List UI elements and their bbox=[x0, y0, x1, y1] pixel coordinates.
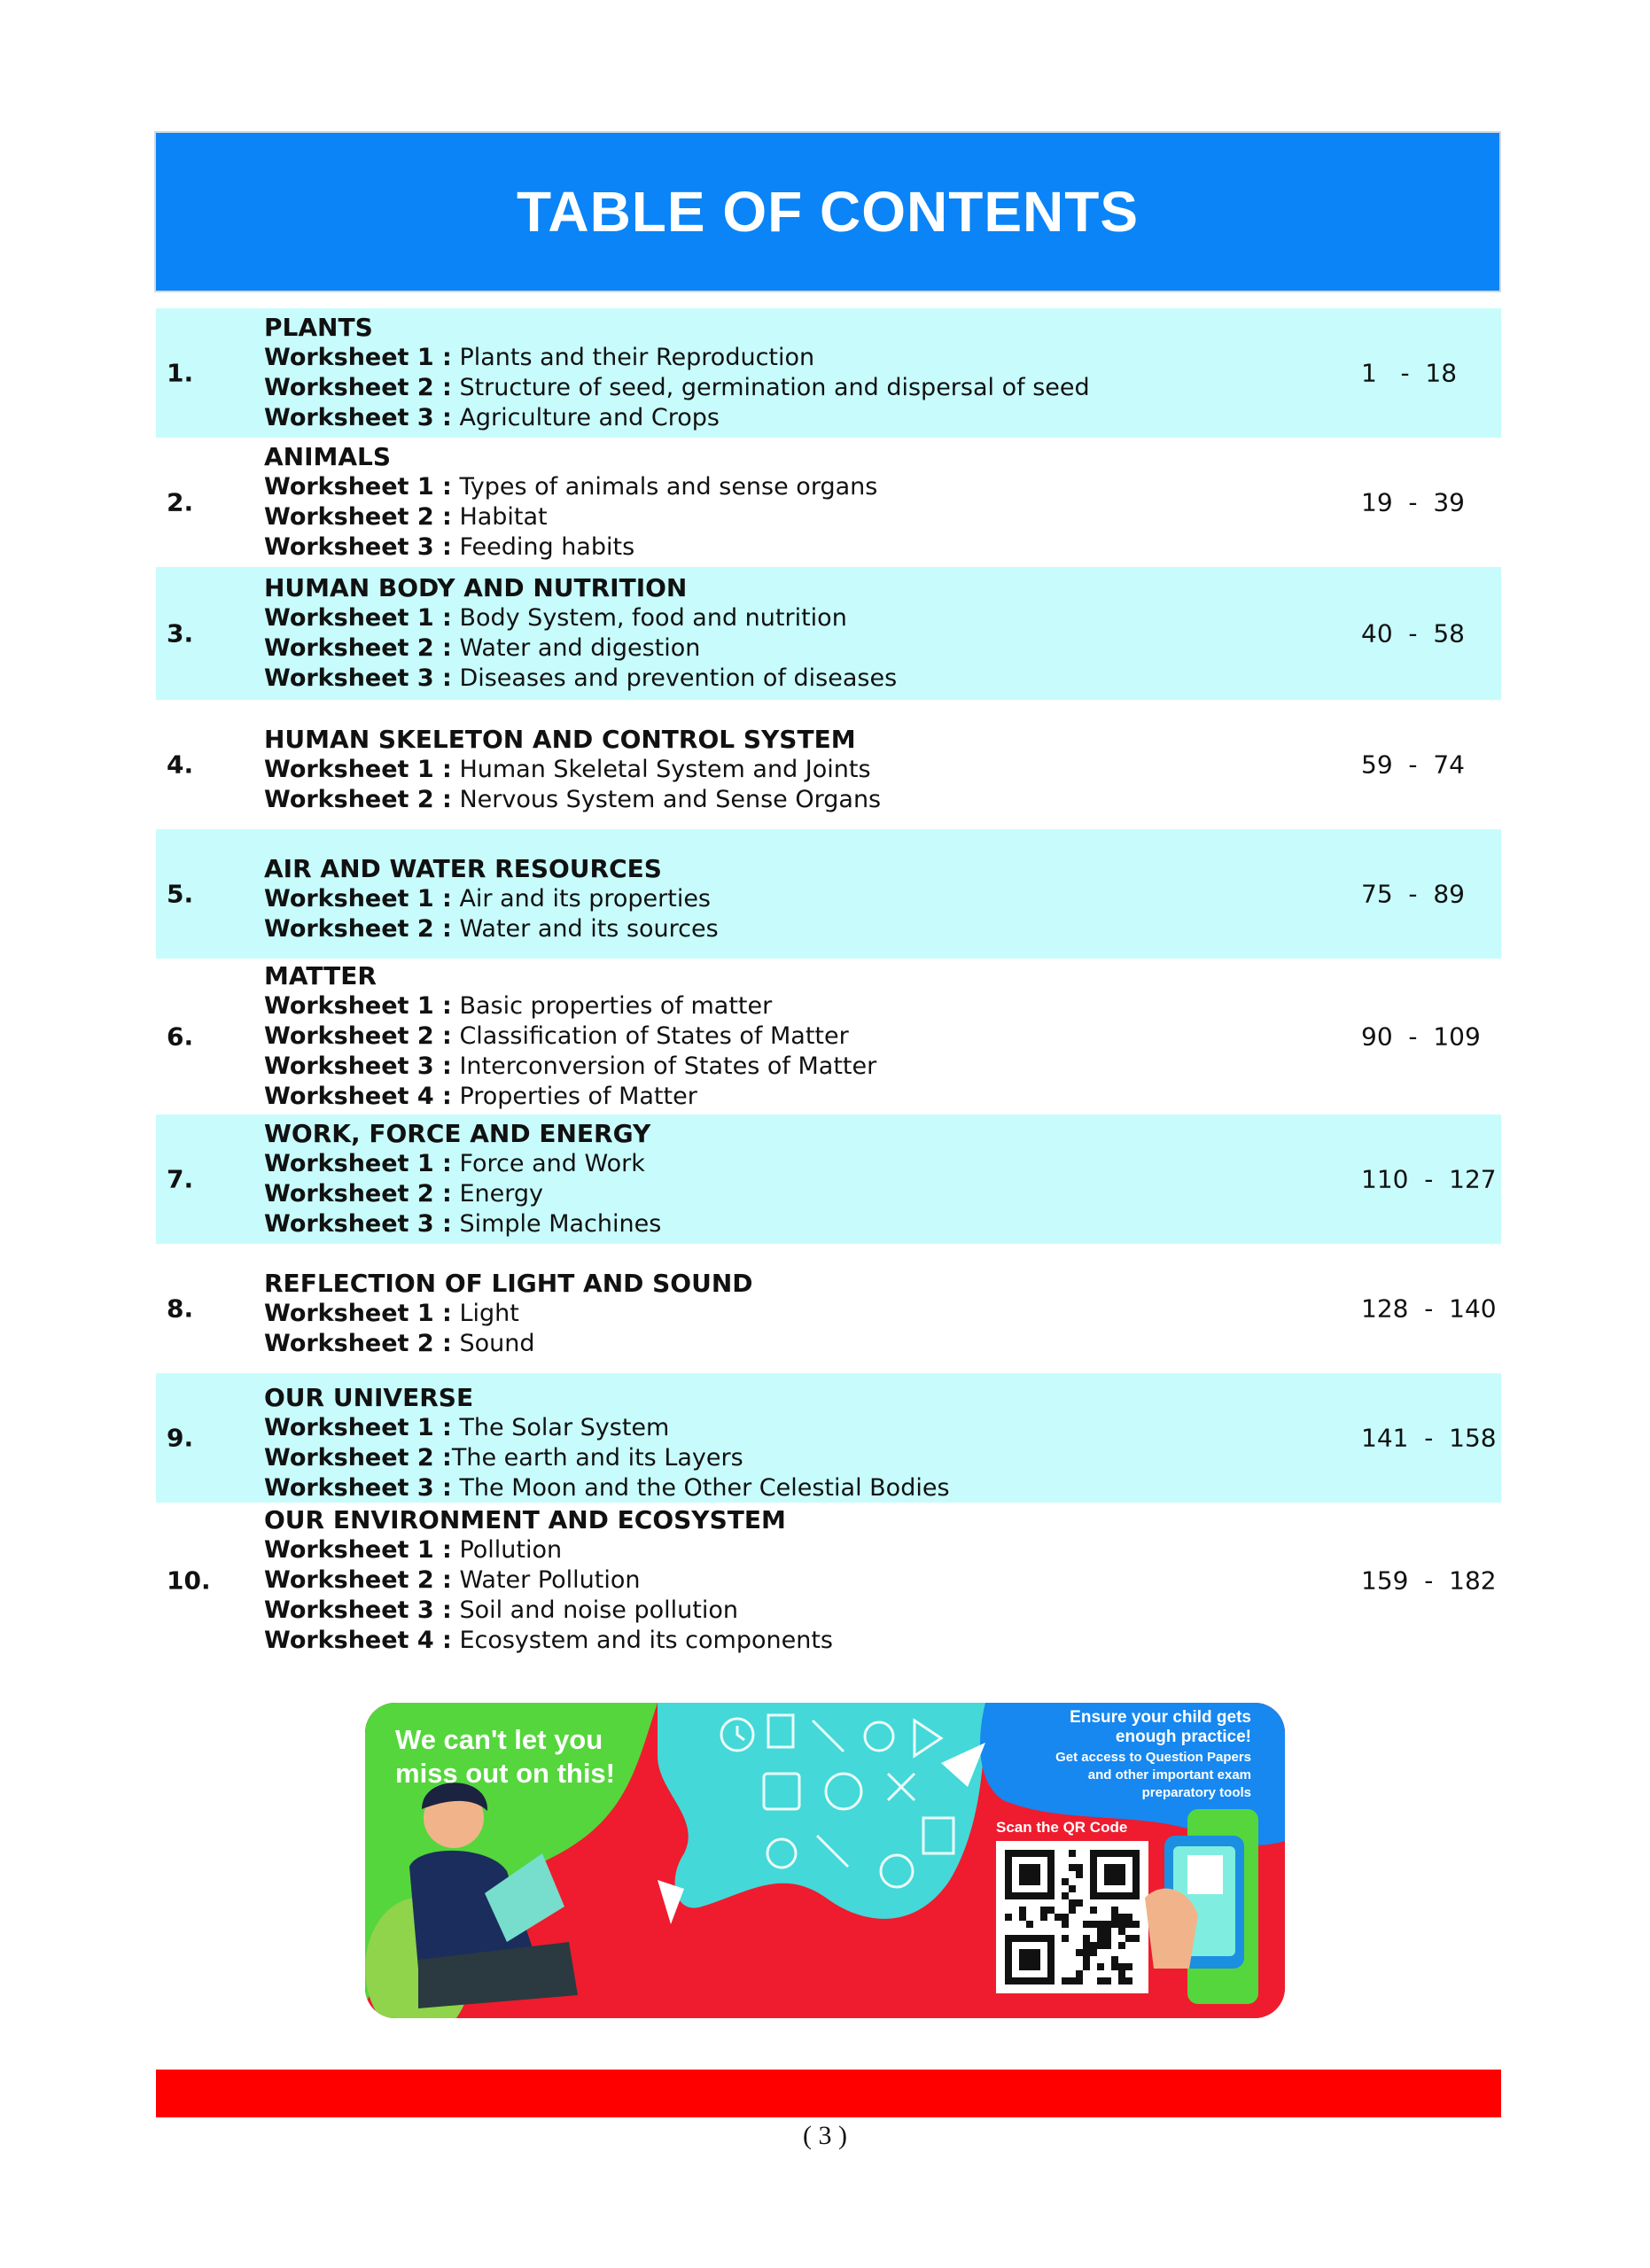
worksheet-item[interactable] bbox=[264, 884, 719, 914]
worksheet-item[interactable] bbox=[264, 755, 881, 785]
worksheet-title: Force and Work bbox=[451, 1150, 645, 1177]
worksheet-item[interactable] bbox=[264, 373, 1090, 403]
worksheet-title: Feeding habits bbox=[451, 533, 635, 561]
worksheet-item[interactable] bbox=[264, 403, 1090, 433]
page-range: 159 - 182 bbox=[1361, 1565, 1497, 1596]
worksheet-item[interactable] bbox=[264, 1596, 833, 1626]
worksheet-item[interactable] bbox=[264, 532, 877, 563]
worksheet-label: Worksheet 2 : bbox=[264, 1180, 452, 1208]
worksheet-title: Air and its properties bbox=[451, 885, 711, 913]
worksheet-label: Worksheet 1 : bbox=[264, 885, 452, 913]
worksheet-label: Worksheet 2 : bbox=[264, 1566, 452, 1594]
worksheet-title: Water Pollution bbox=[451, 1566, 641, 1594]
toc-row[interactable] bbox=[156, 1503, 1501, 1658]
chapter-number: 10. bbox=[167, 1565, 211, 1596]
banner-headline-2: miss out on this! bbox=[395, 1758, 615, 1789]
worksheet-label: Worksheet 2 : bbox=[264, 915, 452, 943]
worksheet-label: Worksheet 3 : bbox=[264, 1210, 452, 1238]
worksheet-label: Worksheet 1 : bbox=[264, 473, 452, 501]
worksheet-item[interactable] bbox=[264, 502, 877, 532]
worksheet-title: Nervous System and Sense Organs bbox=[451, 786, 882, 813]
toc-row[interactable] bbox=[156, 829, 1501, 959]
chapter-content bbox=[264, 313, 1090, 433]
worksheet-item[interactable] bbox=[264, 1209, 661, 1239]
worksheet-item[interactable] bbox=[264, 633, 897, 664]
worksheet-title: Human Skeletal System and Joints bbox=[451, 756, 871, 783]
worksheet-item[interactable] bbox=[264, 1565, 833, 1596]
worksheet-title: Water and digestion bbox=[451, 634, 701, 662]
banner-promo-5: preparatory tools bbox=[1141, 1785, 1251, 1800]
worksheet-item[interactable] bbox=[264, 1626, 833, 1656]
chapter-content bbox=[264, 573, 897, 694]
chapter-number: 6. bbox=[167, 1021, 194, 1052]
banner-scan-text: Scan the QR Code bbox=[996, 1819, 1128, 1836]
banner-promo-4: and other important exam bbox=[1087, 1767, 1251, 1783]
toc-row[interactable] bbox=[156, 959, 1501, 1115]
worksheet-label: Worksheet 3 : bbox=[264, 1596, 452, 1624]
worksheet-label: Worksheet 1 : bbox=[264, 1150, 452, 1177]
chapter-content bbox=[264, 1505, 833, 1656]
chapter-number: 1. bbox=[167, 358, 194, 388]
chapter-number: 4. bbox=[167, 750, 194, 780]
chapter-number: 9. bbox=[167, 1423, 194, 1453]
worksheet-label: Worksheet 3 : bbox=[264, 664, 452, 692]
worksheet-item[interactable] bbox=[264, 664, 897, 694]
chapter-title: ANIMALS bbox=[264, 442, 392, 471]
chapter-number: 5. bbox=[167, 879, 194, 909]
worksheet-label: Worksheet 1 : bbox=[264, 344, 452, 371]
worksheet-label: Worksheet 2 : bbox=[264, 1022, 452, 1050]
chapter-title: MATTER bbox=[264, 961, 377, 990]
worksheet-label: Worksheet 2 : bbox=[264, 503, 452, 531]
chapter-content bbox=[264, 442, 877, 563]
worksheet-item[interactable] bbox=[264, 1299, 753, 1329]
chapter-title: WORK, FORCE AND ENERGY bbox=[264, 1119, 651, 1148]
worksheet-title: Water and its sources bbox=[451, 915, 719, 943]
chapter-title: AIR AND WATER RESOURCES bbox=[264, 854, 662, 883]
worksheet-label: Worksheet 1 : bbox=[264, 1414, 452, 1441]
worksheet-title: Basic properties of matter bbox=[451, 992, 773, 1020]
toc-row[interactable] bbox=[156, 567, 1501, 700]
chapter-title: HUMAN SKELETON AND CONTROL SYSTEM bbox=[264, 725, 856, 754]
worksheet-title: Agriculture and Crops bbox=[451, 404, 720, 431]
worksheet-label: Worksheet 1 : bbox=[264, 992, 452, 1020]
worksheet-item[interactable] bbox=[264, 1535, 833, 1565]
worksheet-label: Worksheet 1 : bbox=[264, 604, 452, 632]
worksheet-label: Worksheet 3 : bbox=[264, 404, 452, 431]
worksheet-item[interactable] bbox=[264, 1413, 950, 1443]
worksheet-label: Worksheet 1 : bbox=[264, 1536, 452, 1564]
worksheet-title: Light bbox=[451, 1300, 519, 1327]
qr-code-icon[interactable] bbox=[996, 1841, 1148, 1993]
worksheet-title: Structure of seed, germination and dispersal of seed bbox=[451, 374, 1090, 401]
chapter-number: 8. bbox=[167, 1293, 194, 1324]
worksheet-item[interactable] bbox=[264, 1473, 950, 1503]
worksheet-label: Worksheet 3 : bbox=[264, 1052, 452, 1080]
page-range: 59 - 74 bbox=[1361, 750, 1465, 780]
page-range: 90 - 109 bbox=[1361, 1021, 1481, 1052]
chapter-content bbox=[264, 725, 881, 815]
worksheet-label: Worksheet 2 : bbox=[264, 786, 452, 813]
worksheet-item[interactable] bbox=[264, 1021, 876, 1052]
toc-row[interactable] bbox=[156, 1373, 1501, 1503]
page-number: ( 3 ) bbox=[803, 2121, 847, 2150]
banner-artwork bbox=[365, 1703, 1285, 2018]
chapter-content bbox=[264, 961, 876, 1112]
worksheet-label: Worksheet 4 : bbox=[264, 1083, 452, 1110]
worksheet-label: Worksheet 1 : bbox=[264, 1300, 452, 1327]
toc-header bbox=[154, 131, 1501, 292]
page-range: 128 - 140 bbox=[1361, 1293, 1497, 1324]
chapter-number: 2. bbox=[167, 487, 194, 517]
worksheet-title: The Moon and the Other Celestial Bodies bbox=[451, 1474, 950, 1502]
chapter-title: REFLECTION OF LIGHT AND SOUND bbox=[264, 1269, 753, 1298]
worksheet-title: Habitat bbox=[451, 503, 548, 531]
worksheet-label: Worksheet 2 : bbox=[264, 1444, 452, 1472]
worksheet-item[interactable] bbox=[264, 991, 876, 1021]
worksheet-title: Classification of States of Matter bbox=[451, 1022, 849, 1050]
worksheet-item[interactable] bbox=[264, 472, 877, 502]
page-range: 40 - 58 bbox=[1361, 618, 1465, 649]
worksheet-title: Pollution bbox=[451, 1536, 563, 1564]
chapter-content bbox=[264, 1383, 950, 1503]
worksheet-label: Worksheet 2 : bbox=[264, 374, 452, 401]
worksheet-title: Soil and noise pollution bbox=[451, 1596, 738, 1624]
worksheet-item[interactable] bbox=[264, 1179, 661, 1209]
banner-promo-1: Ensure your child gets bbox=[1070, 1708, 1251, 1727]
page-range: 141 - 158 bbox=[1361, 1423, 1497, 1453]
worksheet-title: Properties of Matter bbox=[451, 1083, 697, 1110]
worksheet-title: Interconversion of States of Matter bbox=[451, 1052, 877, 1080]
worksheet-label: Worksheet 4 : bbox=[264, 1627, 452, 1654]
banner-promo-2: enough practice! bbox=[1115, 1728, 1251, 1746]
chapter-content bbox=[264, 854, 719, 944]
worksheet-item[interactable] bbox=[264, 343, 1090, 373]
worksheet-label: Worksheet 2 : bbox=[264, 634, 452, 662]
banner-headline-1: We can't let you bbox=[395, 1724, 603, 1755]
worksheet-title: Types of animals and sense organs bbox=[451, 473, 878, 501]
page-range: 1 - 18 bbox=[1361, 358, 1458, 388]
worksheet-item[interactable] bbox=[264, 603, 897, 633]
worksheet-title: Diseases and prevention of diseases bbox=[451, 664, 898, 692]
chapter-content bbox=[264, 1119, 661, 1239]
worksheet-item[interactable] bbox=[264, 1149, 661, 1179]
worksheet-title: Simple Machines bbox=[451, 1210, 662, 1238]
worksheet-label: Worksheet 3 : bbox=[264, 533, 452, 561]
page-title: TABLE OF CONTENTS bbox=[517, 180, 1139, 244]
worksheet-title: Plants and their Reproduction bbox=[451, 344, 815, 371]
chapter-number: 7. bbox=[167, 1164, 194, 1194]
promo-banner[interactable] bbox=[365, 1703, 1285, 2018]
worksheet-title: The Solar System bbox=[451, 1414, 670, 1441]
worksheet-item[interactable] bbox=[264, 1329, 753, 1359]
page-range: 75 - 89 bbox=[1361, 879, 1465, 909]
chapter-content bbox=[264, 1269, 753, 1359]
page-range: 110 - 127 bbox=[1361, 1164, 1497, 1194]
footer-red-bar bbox=[156, 2070, 1501, 2117]
worksheet-title: Sound bbox=[451, 1330, 535, 1357]
worksheet-title: Ecosystem and its components bbox=[451, 1627, 833, 1654]
worksheet-item[interactable] bbox=[264, 1082, 876, 1112]
banner-promo-3: Get access to Question Papers bbox=[1055, 1750, 1251, 1765]
toc-row[interactable] bbox=[156, 438, 1501, 567]
worksheet-item[interactable] bbox=[264, 914, 719, 944]
worksheet-label: Worksheet 3 : bbox=[264, 1474, 452, 1502]
worksheet-title: Body System, food and nutrition bbox=[451, 604, 847, 632]
worksheet-item[interactable] bbox=[264, 1443, 950, 1473]
worksheet-item[interactable] bbox=[264, 1052, 876, 1082]
worksheet-label: Worksheet 1 : bbox=[264, 756, 452, 783]
chapter-title: OUR UNIVERSE bbox=[264, 1383, 474, 1412]
chapter-title: OUR ENVIRONMENT AND ECOSYSTEM bbox=[264, 1505, 786, 1534]
chapter-title: HUMAN BODY AND NUTRITION bbox=[264, 573, 688, 602]
toc-row[interactable] bbox=[156, 700, 1501, 829]
table-of-contents bbox=[156, 308, 1501, 1658]
page-range: 19 - 39 bbox=[1361, 487, 1465, 517]
chapter-number: 3. bbox=[167, 618, 194, 649]
worksheet-title: Energy bbox=[451, 1180, 543, 1208]
toc-row[interactable] bbox=[156, 1244, 1501, 1373]
worksheet-label: Worksheet 2 : bbox=[264, 1330, 452, 1357]
worksheet-item[interactable] bbox=[264, 785, 881, 815]
toc-row[interactable] bbox=[156, 308, 1501, 438]
chapter-title: PLANTS bbox=[264, 313, 373, 342]
worksheet-title: The earth and its Layers bbox=[451, 1444, 743, 1472]
toc-row[interactable] bbox=[156, 1115, 1501, 1244]
